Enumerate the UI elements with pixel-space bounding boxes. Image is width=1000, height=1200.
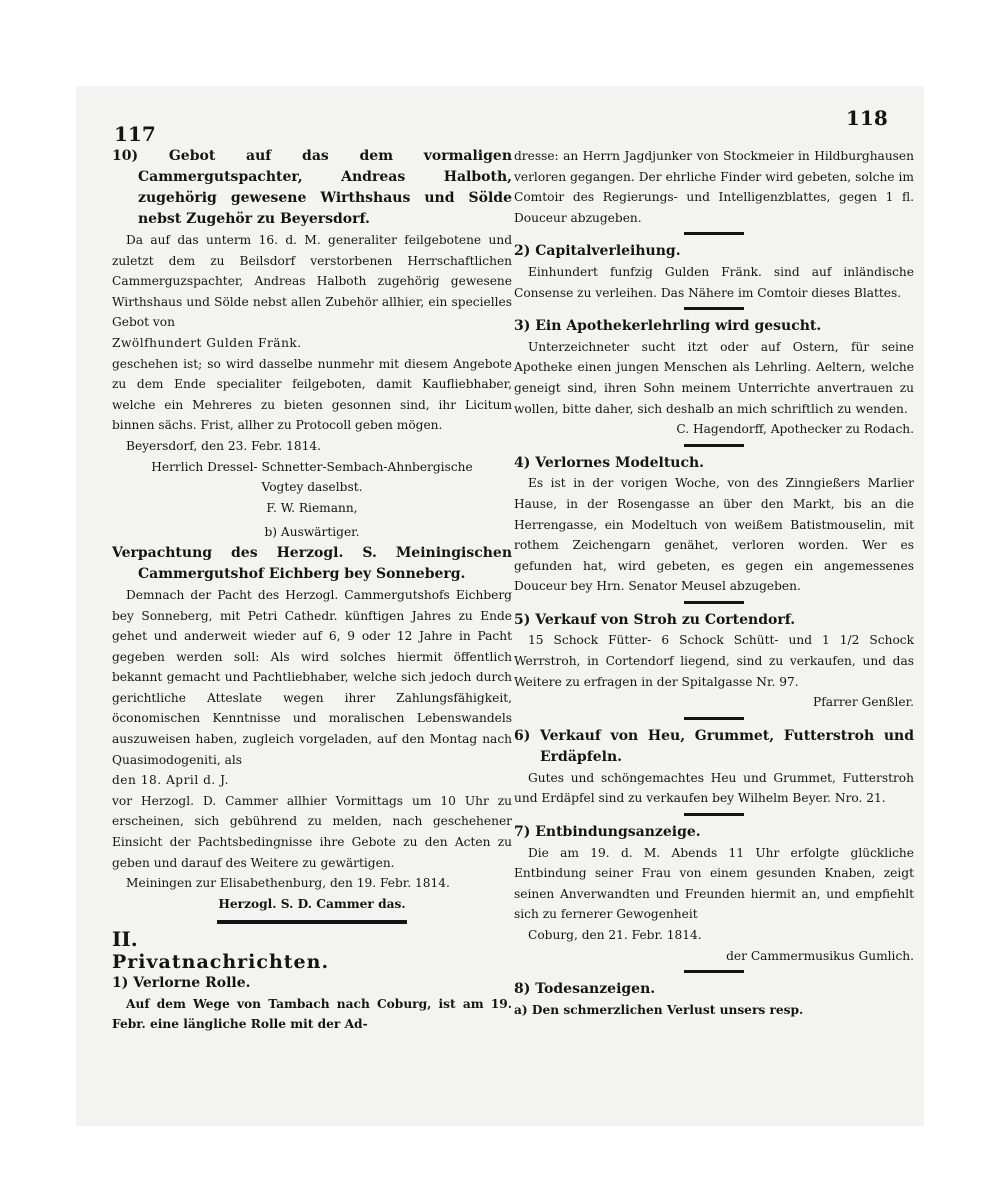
- notice-6-text: Gutes und schöngemachtes Heu und Grummet, Futterstroh und Erdäpfel sind zu verkaufen bey Wilhelm Beyer. Nro. 21.: [514, 770, 914, 806]
- notice-10-amount: Zwölfhundert Gulden Fränk.: [112, 335, 302, 350]
- section-number: II.: [112, 927, 138, 952]
- notice-7-text: Die am 19. d. M. Abends 11 Uhr erfolgte glückliche Entbindung seiner Frau von einem gesunden Knaben, zeigt seinen Anverwandten und Freunden hiermit an, und empfiehlt sich zu fernerer Gewogenheit: [514, 845, 914, 922]
- notice-1-heading: 1) Verlorne Rolle.: [112, 975, 251, 991]
- divider: [684, 717, 744, 720]
- notice-b-text: Demnach der Pacht des Herzogl. Cammergutshofs Eichberg bey Sonneberg, mit Petri Cathedr. künftigen Jahres zu Ende gehet und anderweit wieder auf 6, 9 oder 12 Jahre in Pacht gegeben werden soll: Als wird solches hiermit öffentlich bekannt gemacht und Pachtliebhaber, welche sich jedoch durch gerichtliche Atteslate wegen ihrer Zahlungsfähigkeit, öconomischen Kenntnisse und moralischen Lebenswandels auszuweisen haben, zugleich vorgeladen, auf den Montag nach Quasimodogeniti, als: [112, 587, 512, 767]
- notice-2-heading: 2) Capitalverleihung.: [514, 243, 681, 260]
- notice-10-authority-place: Vogtey daselbst.: [261, 480, 363, 495]
- notice-5-text: 15 Schock Fütter- 6 Schock Schütt- und 1 1/2 Schock Werrstroh, in Cortendorf liegend, sind zu verkaufen, und das Weitere zu erfragen in der Spitalgasse Nr. 97.: [514, 633, 914, 689]
- notice-7-date: Coburg, den 21. Febr. 1814.: [528, 928, 702, 942]
- notice-10-date: Beyersdorf, den 23. Febr. 1814.: [126, 438, 322, 453]
- notice-6-heading: 6) Verkauf von Heu, Grummet, Futterstroh und Erdäpfeln.: [514, 727, 914, 765]
- subsection-b-label: b) Auswärtiger.: [264, 525, 360, 540]
- notice-1-text: Auf dem Wege von Tambach nach Coburg, ist am 19. Febr. eine längliche Rolle mit der Ad-: [112, 996, 512, 1032]
- notice-b-signature: Herzogl. S. D. Cammer das.: [218, 896, 406, 911]
- notice-4-text: Es ist in der vorigen Woche, von des Zinngießers Marlier Hause, in der Rosengasse an über den Markt, bis an die Herrengasse, ein Modeltuch von weißem Batistmouselin, mit rothem Zeichengarn genähet, verloren worden. Wer es gefunden hat, wird gebeten, es gegen ein angemessenes Douceur bey Hrn. Senator Meusel abzugeben.: [514, 476, 914, 594]
- notice-b-text-cont: vor Herzogl. D. Cammer allhier Vormittags um 10 Uhr zu erscheinen, sich gebührend zu melden, nach geschehener Einsicht der Pachtsbedingnisse ihre Gebote zu den Acten zu geben und darauf des Weitere zu gewärtigen.: [112, 793, 512, 870]
- notice-4-heading: 4) Verlornes Modeltuch.: [514, 454, 705, 471]
- notice-10-text-cont: geschehen ist; so wird dasselbe nunmehr mit diesem Angebote zu dem Ende specialiter feilgeboten, damit Kaufliebhaber, welche ein Mehreres zu bieten gesonnen sind, ihr Licitum binnen sächs. Frist, allher zu Protocoll geben mögen.: [112, 356, 512, 433]
- notice-3-signature: C. Hagendorff, Apothecker zu Rodach.: [676, 422, 914, 437]
- right-column: [514, 146, 914, 1020]
- notice-10-heading: 10) Gebot auf das dem vormaligen Cammergutspachter, Andreas Halboth, zugehörig gewesene Wirthshaus und Sölde nebst Zugehör zu Beyersdorf.: [112, 148, 512, 227]
- notice-7-signature: der Cammermusikus Gumlich.: [726, 948, 914, 963]
- notice-5-signature: Pfarrer Genßler.: [813, 695, 914, 710]
- notice-2-text: Einhundert funfzig Gulden Fränk. sind auf inländische Consense zu verleihen. Das Nähere im Comtoir dieses Blattes.: [514, 264, 914, 300]
- newspaper-page: [76, 86, 924, 1126]
- section-title: Privatnachrichten.: [112, 951, 330, 974]
- divider: [684, 444, 744, 447]
- notice-8-text: a) Den schmerzlichen Verlust unsers resp.: [514, 1002, 804, 1017]
- divider: [684, 307, 744, 310]
- notice-b-date-line: den 18. April d. J.: [112, 773, 229, 788]
- notice-10-text: Da auf das unterm 16. d. M. generaliter feilgebotene und zuletzt dem zu Beilsdorf verstorbenen Herrschaftlichen Cammerguzspachter, Andreas Halboth zugehörig gewesene Wirthshaus und Sölde nebst allen Zubehör allhier, ein specielles Gebot von: [112, 233, 512, 330]
- notice-b-place-date: Meiningen zur Elisabethenburg, den 19. Febr. 1814.: [126, 876, 450, 891]
- page-number-right: 118: [846, 106, 888, 130]
- notice-5-heading: 5) Verkauf von Stroh zu Cortendorf.: [514, 611, 796, 628]
- section-divider: [217, 920, 407, 924]
- notice-3-heading: 3) Ein Apothekerlehrling wird gesucht.: [514, 318, 822, 335]
- page-number-left: 117: [114, 122, 156, 146]
- left-column: [112, 146, 512, 1035]
- notice-1-text-cont: dresse: an Herrn Jagdjunker von Stockmeier in Hildburghausen verloren gegangen. Der ehrliche Finder wird gebeten, solche im Comtoir des Regierungs- und Intelligenzblattes, gegen 1 fl. Douceur abzugeben.: [514, 149, 914, 225]
- notice-10-authority: Herrlich Dressel- Schnetter-Sembach-Ahnbergische: [151, 459, 473, 474]
- divider: [684, 601, 744, 604]
- notice-10-signature: F. W. Riemann,: [266, 500, 358, 515]
- notice-7-heading: 7) Entbindungsanzeige.: [514, 824, 701, 841]
- notice-3-text: Unterzeichneter sucht itzt oder auf Ostern, für seine Apotheke einen jungen Menschen als Lehrling. Aeltern, welche geneigt sind, ihren Sohn meinem Unterrichte anvertrauen zu wollen, bitte daher, sich deshalb an mich schriftlich zu wenden.: [514, 339, 914, 416]
- notice-8-heading: 8) Todesanzeigen.: [514, 981, 656, 998]
- divider: [684, 813, 744, 816]
- notice-b-heading: Verpachtung des Herzogl. S. Meiningischen Cammergutshof Eichberg bey Sonneberg.: [112, 544, 512, 582]
- divider: [684, 970, 744, 973]
- divider: [684, 232, 744, 235]
